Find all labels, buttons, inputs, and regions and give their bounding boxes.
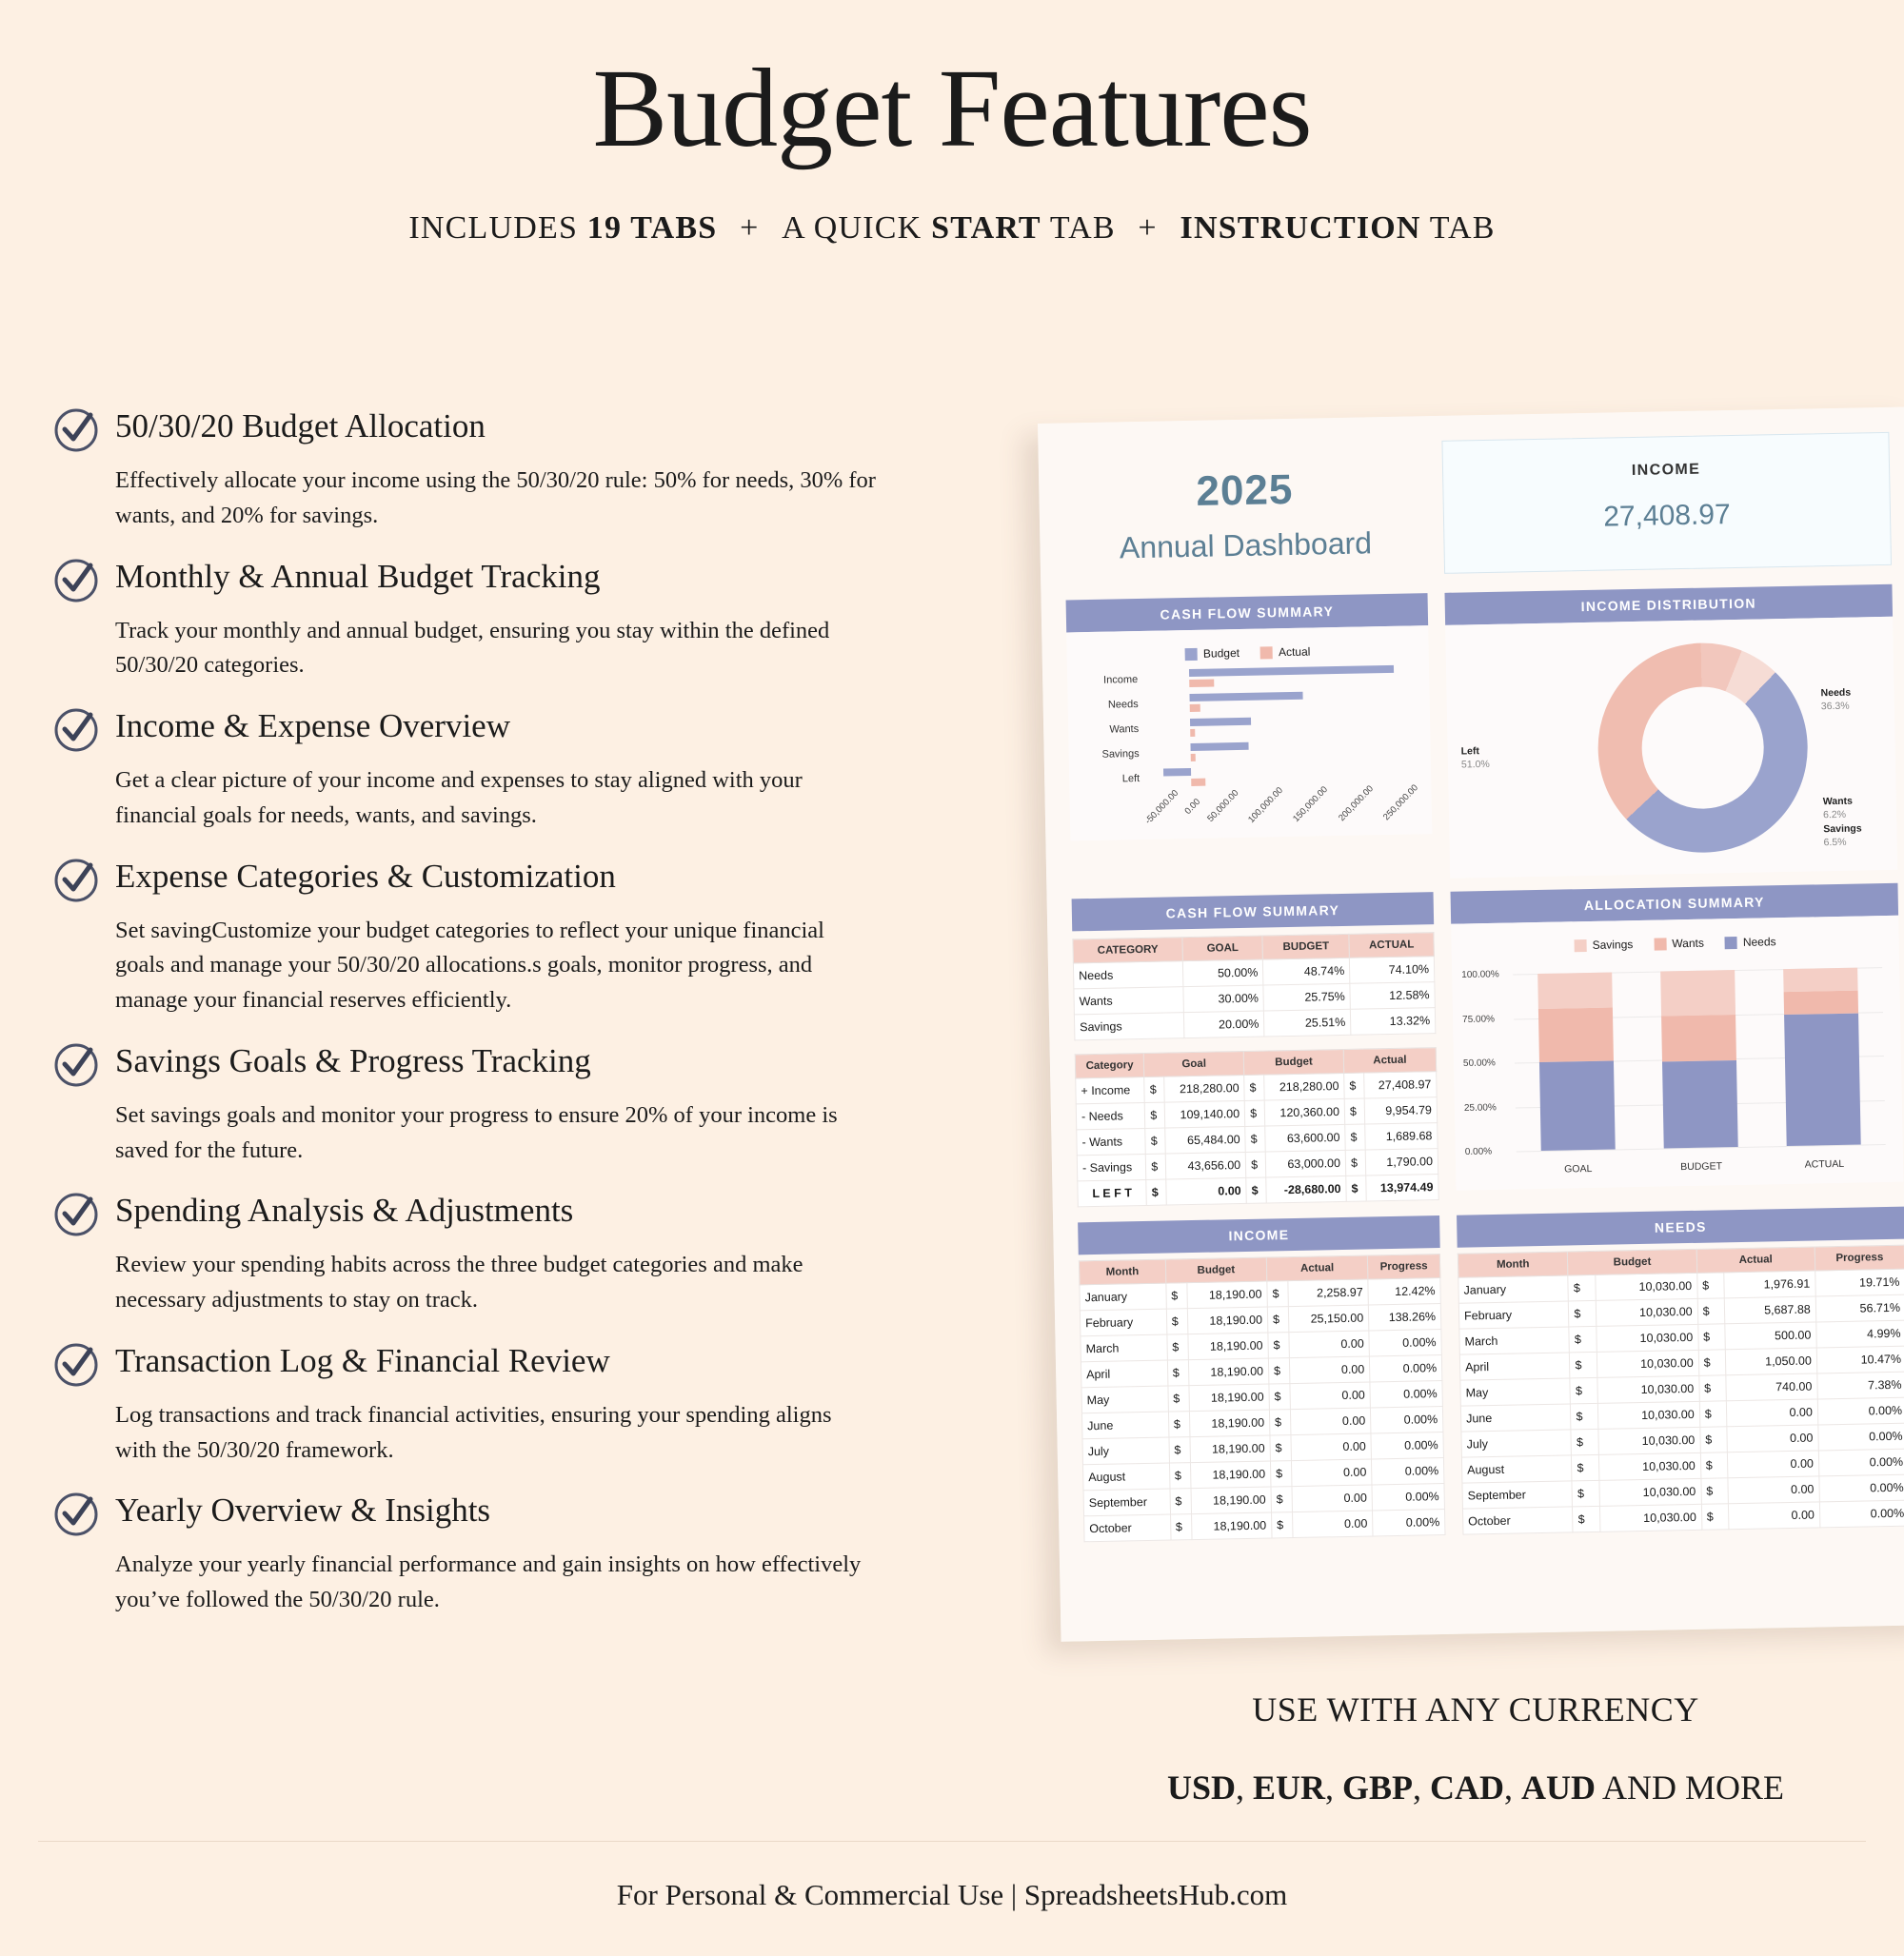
feature-item <box>52 405 938 534</box>
panel-needs-table-header: NEEDS <box>1457 1207 1904 1248</box>
feature-title: 50/30/20 Budget Allocation <box>115 407 486 445</box>
income-col-month: Month <box>1079 1259 1165 1285</box>
panel-income-table-header: INCOME <box>1078 1215 1440 1255</box>
subtitle-part-8: INSTRUCTION <box>1180 210 1421 246</box>
cf-tick-1: -50,000.00 <box>1142 787 1181 827</box>
needs-col-budget: Budget <box>1568 1249 1697 1275</box>
detail-col-goal: Goal <box>1144 1051 1244 1077</box>
panel-allocation-summary-header: ALLOCATION SUMMARY <box>1451 883 1899 924</box>
alloc-xlabel-budget: BUDGET <box>1680 1160 1723 1174</box>
feature-title: Yearly Overview & Insights <box>115 1492 491 1530</box>
table-row: May $ 18,190.00 $ 0.00 0.00% <box>1081 1381 1442 1413</box>
alloc-xlabel-actual: ACTUAL <box>1804 1157 1845 1171</box>
table-row: April $ 18,190.00 $ 0.00 0.00% <box>1081 1355 1441 1388</box>
currency-list: USD, EUR, GBP, CAD, AUD AND MORE <box>1166 1768 1785 1807</box>
summary-col-actual: ACTUAL <box>1349 933 1434 958</box>
cf-cat-savings: Savings <box>1101 748 1140 761</box>
panel-cash-flow-table-header: CASH FLOW SUMMARY <box>1072 892 1435 931</box>
income-card <box>1441 432 1892 574</box>
summary-col-category: CATEGORY <box>1073 938 1182 963</box>
table-row: - Savings $ 43,656.00 $ 63,000.00 $ 1,790.00 <box>1077 1149 1438 1181</box>
subtitle-part-5: START <box>931 210 1041 246</box>
feature-description: Set savings goals and monitor your progress to ensure 20% of your income is saved for the future. <box>115 1101 838 1163</box>
panel-cash-flow-chart-header: CASH FLOW SUMMARY <box>1066 593 1429 632</box>
cf-cat-left: Left <box>1121 773 1140 785</box>
page-title: Budget Features <box>592 46 1312 170</box>
table-row: October $ 10,030.00 $ 0.00 0.00% <box>1462 1500 1904 1534</box>
table-row: Needs 50.00% 48.74% 74.10% <box>1073 957 1434 989</box>
table-row-total: L E F T $ 0.00 $ -28,680.00 $ 13,974.49 <box>1078 1175 1438 1207</box>
table-row: March $ 10,030.00 $ 500.00 4.99% <box>1459 1320 1904 1354</box>
table-row: January $ 10,030.00 $ 1,976.91 19.71% <box>1458 1269 1904 1303</box>
needs-col-month: Month <box>1458 1252 1568 1277</box>
feature-item <box>52 1039 938 1169</box>
feature-title: Income & Expense Overview <box>115 707 510 744</box>
summary-col-budget: BUDGET <box>1262 934 1349 959</box>
legend-budget: Budget <box>1185 646 1240 661</box>
currency-headline: USE WITH ANY CURRENCY <box>1252 1690 1699 1729</box>
needs-months-table <box>1458 1245 1904 1535</box>
income-col-actual: Actual <box>1266 1255 1368 1281</box>
feature-title: Monthly & Annual Budget Tracking <box>115 557 601 595</box>
currency-block <box>1038 1689 1904 1808</box>
feature-description: Log transactions and track financial activities, ensuring your spending aligns with the 50/30/20 framework. <box>115 1401 832 1463</box>
cf-tick-7: 250,000.00 <box>1381 782 1421 823</box>
alloc-ytick-25: 25.00% <box>1463 1101 1497 1114</box>
feature-item <box>52 1339 938 1469</box>
feature-title: Spending Analysis & Adjustments <box>115 1192 574 1230</box>
check-icon <box>52 706 100 754</box>
income-col-progress: Progress <box>1367 1255 1439 1279</box>
alloc-ytick-100: 100.00% <box>1461 969 1499 981</box>
check-icon <box>52 406 100 454</box>
feature-description: Track your monthly and annual budget, ensuring you stay within the defined 50/30/20 categories. <box>115 617 830 679</box>
check-icon <box>52 1341 100 1389</box>
table-row: June $ 10,030.00 $ 0.00 0.00% <box>1460 1397 1904 1432</box>
table-row: - Wants $ 65,484.00 $ 63,600.00 $ 1,689.68 <box>1077 1123 1438 1156</box>
feature-description: Analyze your yearly financial performance and gain insights on how effectively you’ve followed the 50/30/20 rule. <box>115 1551 862 1612</box>
cf-tick-6: 200,000.00 <box>1336 783 1376 824</box>
subtitle-part-3: + <box>730 210 769 246</box>
feature-item <box>52 1189 938 1318</box>
table-row: June $ 18,190.00 $ 0.00 0.00% <box>1081 1407 1442 1439</box>
currency-tail: AND MORE <box>1596 1768 1785 1807</box>
feature-item <box>52 704 938 834</box>
cf-cat-wants: Wants <box>1109 723 1140 736</box>
alloc-stack-budget <box>1660 970 1738 1148</box>
subtitle-part-1: INCLUDES <box>408 210 587 246</box>
feature-title: Savings Goals & Progress Tracking <box>115 1041 591 1079</box>
legend-needs: Needs <box>1725 935 1776 949</box>
cf-cat-needs: Needs <box>1107 699 1139 711</box>
donut-label-wants: Wants 6.2% <box>1822 795 1854 821</box>
table-row: April $ 10,030.00 $ 1,050.00 10.47% <box>1459 1346 1904 1380</box>
table-row: September $ 10,030.00 $ 0.00 0.00% <box>1462 1474 1904 1509</box>
dashboard-year: 2025 <box>1195 465 1294 515</box>
legend-savings: Savings <box>1575 938 1634 952</box>
alloc-ytick-75: 75.00% <box>1461 1013 1496 1025</box>
income-card-label: INCOME <box>1631 461 1701 480</box>
table-row: July $ 18,190.00 $ 0.00 0.00% <box>1082 1432 1443 1465</box>
table-row: Savings 20.00% 25.51% 13.32% <box>1074 1008 1435 1040</box>
donut-label-needs: Needs 36.3% <box>1820 686 1852 713</box>
subtitle-part-6: TAB <box>1041 210 1116 246</box>
check-icon <box>52 857 100 904</box>
subtitle-part-9: TAB <box>1420 210 1496 246</box>
feature-item <box>52 555 938 684</box>
income-card-value: 27,408.97 <box>1602 499 1732 533</box>
summary-table <box>1072 932 1436 1040</box>
panel-income-distribution-header: INCOME DISTRIBUTION <box>1444 584 1893 625</box>
cf-tick-2: 0.00 <box>1182 796 1203 817</box>
currency-cad: CAD <box>1430 1768 1505 1807</box>
table-row: January $ 18,190.00 $ 2,258.97 12.42% <box>1080 1278 1440 1311</box>
table-row: August $ 10,030.00 $ 0.00 0.00% <box>1461 1449 1904 1483</box>
cf-cat-income: Income <box>1102 674 1139 686</box>
subtitle-part-2: 19 TABS <box>586 210 718 246</box>
allocation-summary-chart <box>1451 916 1903 1191</box>
table-row: August $ 18,190.00 $ 0.00 0.00% <box>1083 1458 1444 1491</box>
income-col-budget: Budget <box>1165 1257 1267 1283</box>
check-icon <box>52 1191 100 1238</box>
currency-aud: AUD <box>1521 1768 1597 1807</box>
needs-col-progress: Progress <box>1815 1245 1904 1271</box>
detail-col-actual: Actual <box>1343 1048 1436 1074</box>
needs-col-actual: Actual <box>1696 1247 1815 1273</box>
feature-description: Get a clear picture of your income and expenses to stay aligned with your financial goals for needs, wants, and savings. <box>115 767 803 828</box>
detail-col-category: Category <box>1075 1053 1144 1077</box>
feature-description: Effectively allocate your income using the 50/30/20 rule: 50% for needs, 30% for wants, and 20% for savings. <box>115 467 876 528</box>
donut-label-savings: Savings 6.5% <box>1823 822 1862 849</box>
cf-tick-4: 100,000.00 <box>1245 785 1285 825</box>
footer-divider <box>38 1841 1866 1842</box>
table-row: + Income $ 218,280.00 $ 218,280.00 $ 27,408.97 <box>1076 1072 1437 1104</box>
currency-eur: EUR <box>1252 1768 1325 1807</box>
dashboard-preview <box>1038 406 1904 1641</box>
dashboard-title-block <box>1062 441 1427 581</box>
check-icon <box>52 1491 100 1538</box>
alloc-stack-goal <box>1537 973 1616 1151</box>
table-row: Wants 30.00% 25.75% 12.58% <box>1074 982 1435 1015</box>
currency-usd: USD <box>1166 1768 1236 1807</box>
table-row: March $ 18,190.00 $ 0.00 0.00% <box>1081 1330 1441 1362</box>
alloc-ytick-0: 0.00% <box>1464 1146 1493 1158</box>
cash-flow-chart <box>1066 625 1432 840</box>
cf-tick-3: 50,000.00 <box>1204 787 1241 824</box>
subtitle-part-7: + <box>1128 210 1167 246</box>
cf-tick-5: 150,000.00 <box>1291 784 1331 825</box>
legend-actual: Actual <box>1260 645 1311 660</box>
feature-title: Transaction Log & Financial Review <box>115 1341 610 1379</box>
feature-item <box>52 1489 938 1618</box>
income-distribution-chart <box>1445 617 1897 879</box>
table-row: - Needs $ 109,140.00 $ 120,360.00 $ 9,954.79 <box>1076 1097 1437 1130</box>
check-icon <box>52 557 100 604</box>
alloc-ytick-50: 50.00% <box>1462 1057 1497 1070</box>
table-row: September $ 18,190.00 $ 0.00 0.00% <box>1083 1484 1444 1516</box>
income-months-table <box>1079 1254 1446 1542</box>
alloc-stack-actual <box>1783 968 1861 1146</box>
feature-description: Set savingCustomize your budget categories to reflect your unique financial goals and manage your 50/30/20 allocations.s goals, monitor progress, and manage your financial reserves efficiently. <box>115 917 824 1013</box>
donut-label-left: Left 51.0% <box>1460 745 1490 771</box>
feature-description: Review your spending habits across the three budget categories and make necessary adjustments to stay on track. <box>115 1252 803 1313</box>
detail-col-budget: Budget <box>1243 1049 1343 1075</box>
subtitle-part-4: A QUICK <box>782 210 932 246</box>
summary-col-goal: GOAL <box>1182 936 1263 961</box>
feature-list <box>52 405 938 1639</box>
table-row: July $ 10,030.00 $ 0.00 0.00% <box>1461 1423 1904 1457</box>
table-row: May $ 10,030.00 $ 740.00 7.38% <box>1460 1372 1904 1406</box>
dashboard-subtitle: Annual Dashboard <box>1119 525 1373 565</box>
alloc-xlabel-goal: GOAL <box>1564 1162 1593 1176</box>
feature-item <box>52 855 938 1018</box>
currency-gbp: GBP <box>1342 1768 1414 1807</box>
table-row: February $ 10,030.00 $ 5,687.88 56.71% <box>1458 1294 1904 1329</box>
footer-text: For Personal & Commercial Use | SpreadsheetsHub.com <box>616 1878 1288 1911</box>
table-row: October $ 18,190.00 $ 0.00 0.00% <box>1084 1510 1445 1542</box>
page-subtitle <box>0 210 1904 247</box>
detail-table <box>1075 1047 1439 1207</box>
check-icon <box>52 1041 100 1089</box>
feature-title: Expense Categories & Customization <box>115 857 616 895</box>
legend-wants: Wants <box>1654 937 1704 951</box>
table-row: February $ 18,190.00 $ 25,150.00 138.26% <box>1080 1304 1440 1336</box>
